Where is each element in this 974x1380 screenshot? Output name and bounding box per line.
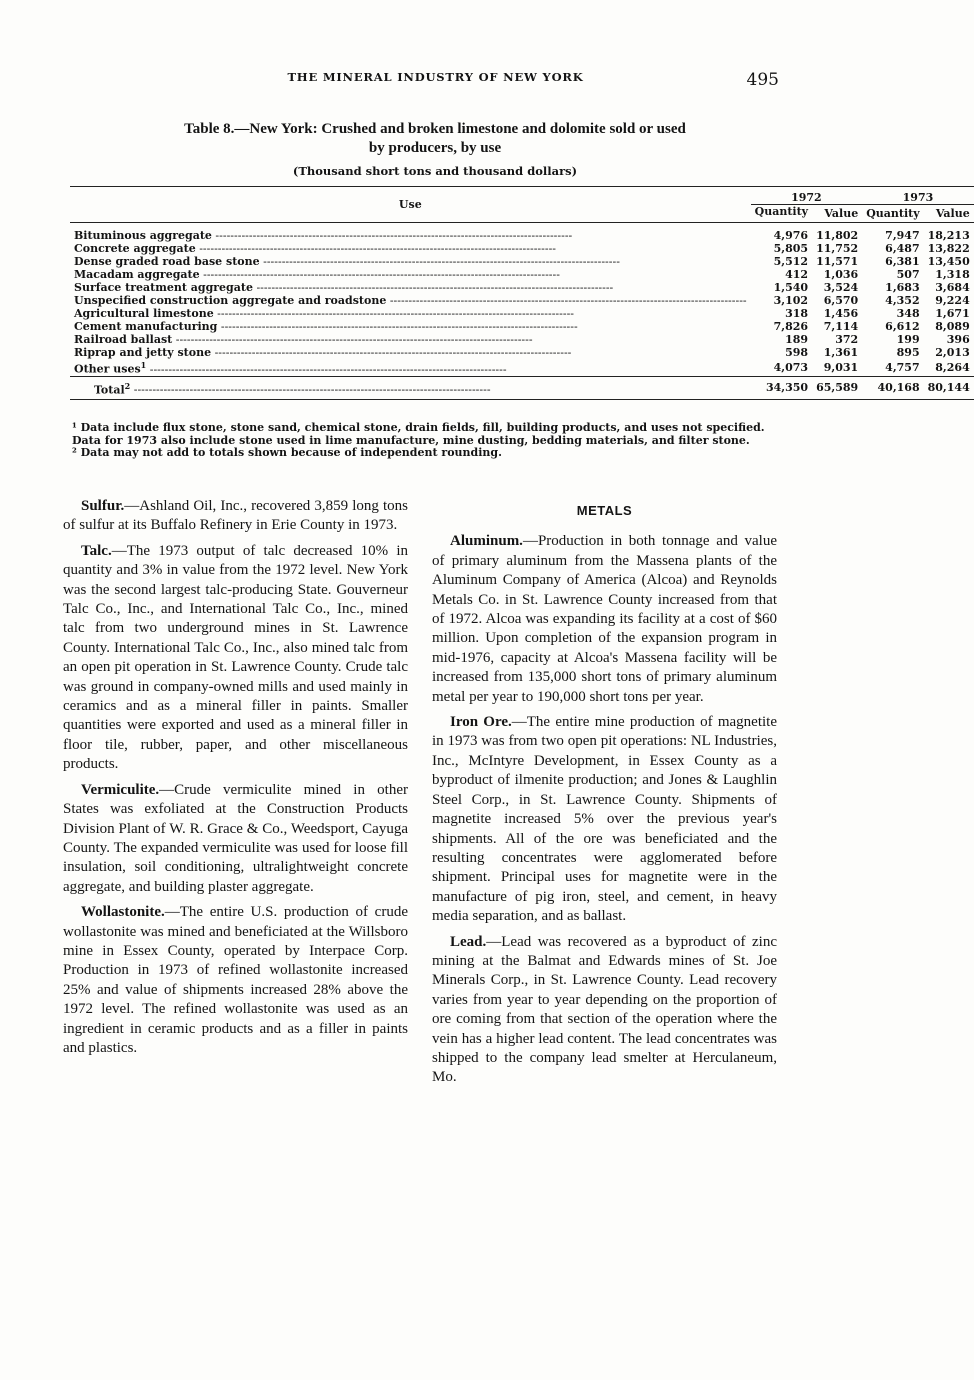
table-row: [70, 223, 974, 243]
total-quantity-1972: 34,350: [765, 381, 809, 395]
row-value-q72: 412: [785, 268, 809, 281]
footnote-2: ² Data may not add to totals shown because of independent rounding.: [72, 446, 502, 459]
table-title-line2: by producers, by use: [368, 140, 502, 156]
row-value-v72: 11,571: [816, 255, 859, 268]
paragraph-lead: Wollastonite.: [81, 904, 165, 921]
row-use-label: Cement manufacturing -----: [70, 320, 751, 333]
row-value-q72: 598: [785, 346, 809, 359]
total-label: Total$^2$ -----: [70, 376, 751, 400]
paragraph-text: —The 1973 output of talc decreased 10% in quantity and 3% in value from the 1972 level. New York was the second largest talc-producing State. Gouverneur Talc Co., Inc., and International Talc Co., Inc., mined talc from two underground mines in St. Lawrence County. International Talc Co., Inc., also mined talc from an open pit operation in St. Lawrence County. Crude talc was ground in company-owned mills and used mainly in ceramics and as a mineral filler in paints. Smaller quantities were exported and used as a mineral filler in floor tile, rubber, paper, and other miscellaneous products.: [63, 542, 408, 773]
row-value-q73: 507: [896, 268, 920, 281]
column-header-use: Use: [398, 198, 422, 211]
paragraph-text: —Crude vermiculite mined in other States was exfoliated at the Construction Products Division Plant of W. R. Grace & Co., Weedsport, Cayuga County. The expanded vermiculite was used for loose fill insulation, soil conditioning, ultralightweight concrete aggregate, and building plaster aggregate.: [63, 781, 408, 895]
row-value-v72: 1,036: [823, 268, 859, 281]
table-body: [70, 223, 974, 377]
row-value-v72: 9,031: [823, 360, 859, 374]
row-value-q72: 7,826: [773, 320, 809, 333]
right-column-paragraphs: [432, 532, 777, 1087]
row-value-v72: 6,570: [823, 294, 859, 307]
column-header-year-1973: 1973: [862, 187, 974, 205]
paragraph: [63, 903, 408, 1058]
row-value-v72: 1,361: [823, 346, 859, 359]
row-value-q73: 6,612: [885, 320, 920, 333]
row-value-v73: 18,213: [927, 229, 970, 242]
paragraph: [63, 542, 408, 775]
row-value-q72: 4,976: [773, 229, 809, 242]
row-value-q73: 348: [896, 307, 920, 320]
table-row: [70, 268, 974, 281]
paragraph: [432, 933, 777, 1088]
total-quantity-1973: 40,168: [877, 381, 920, 395]
table-row: [70, 359, 974, 376]
table-row: [70, 307, 974, 320]
row-value-q72: 5,805: [773, 242, 809, 255]
row-value-q72: 4,073: [773, 360, 809, 374]
paragraph-text: —Lead was recovered as a byproduct of zinc mining at the Balmat and Edwards mines of St. Joe Minerals Corp., in St. Lawrence County. Lead recovery varies from year to year depending on the proportion of ore coming from that section of the operation where the vein has a higher lead content. The lead concentrates was shipped to the company lead smelter at Herculaneum, Mo.: [432, 933, 777, 1086]
table-row: [70, 294, 974, 307]
row-value-q72: 3,102: [773, 294, 809, 307]
paragraph-lead: Sulfur.: [81, 498, 125, 514]
table-units: (Thousand short tons and thousand dollars): [292, 164, 578, 178]
paragraph: [432, 713, 777, 926]
footnote-1: ¹ Data include flux stone, stone sand, chemical stone, drain fields, fill, building products, and uses not specified. Data for 1973 also include stone used in lime manufacture, mine dusting, bedding materials, and filter stone.: [72, 421, 765, 447]
row-value-q73: 6,381: [885, 255, 920, 268]
row-value-q73: 6,487: [885, 242, 920, 255]
row-value-v72: 3,524: [823, 281, 859, 294]
row-value-v73: 3,684: [935, 281, 970, 294]
paragraph-lead: Lead.: [450, 933, 487, 950]
column-header-value: Value: [935, 207, 970, 220]
row-value-v73: 396: [946, 333, 970, 346]
table-row: [70, 346, 974, 359]
row-use-label: Surface treatment aggregate -----: [70, 281, 751, 294]
table-row: [70, 242, 974, 255]
row-use-label: Other uses$^1$ -----: [70, 359, 751, 376]
paragraph: [63, 497, 408, 536]
left-column: [63, 497, 408, 1064]
row-value-v73: 8,264: [935, 360, 970, 374]
row-value-q73: 4,352: [885, 294, 920, 307]
paragraph-text: —The entire U.S. production of crude wollastonite was mined and beneficiated at the Willsboro mine in Essex County, operated by Interpace Corp. Production in 1973 of refined wollastonite increased 25% and value of shipments increased 28% above the 1972 level. The refined wollastonite was used as an ingredient in ceramic products and as a filler in paints and plastics.: [63, 904, 408, 1056]
row-value-v73: 9,224: [935, 294, 970, 307]
table-row: [70, 255, 974, 268]
total-value-1972: 65,589: [816, 381, 859, 395]
row-value-v73: 13,450: [927, 255, 970, 268]
section-heading-metals: METALS: [576, 503, 633, 518]
table-row: [70, 333, 974, 346]
running-head: THE MINERAL INDUSTRY OF NEW YORK: [287, 70, 584, 84]
paragraph-text: —Production in both tonnage and value of primary aluminum from the Massena plants of the Aluminum Company of America (Alcoa) and Reynolds Metals Co. in St. Lawrence County increased from that of 1972. Alcoa was expanding its facility at a cost of $60 million. Upon completion of the expansion program in mid-1976, capacity at Alcoa's Massena facility will be increased from 135,000 short tons of primary aluminum metal per year to 190,000 short tons per year.: [432, 533, 777, 705]
row-value-v72: 372: [835, 333, 859, 346]
paragraph: [63, 781, 408, 897]
row-value-v73: 1,318: [935, 268, 970, 281]
paragraph-lead: Vermiculite.: [81, 781, 160, 798]
paragraph-text: —Ashland Oil, Inc., recovered 3,859 long tons of sulfur at its Buffalo Refinery in Erie County in 1973.: [63, 498, 408, 534]
row-value-v72: 7,114: [823, 320, 859, 333]
row-value-q72: 5,512: [773, 255, 809, 268]
row-value-v72: 1,456: [823, 307, 859, 320]
row-value-v73: 13,822: [927, 242, 970, 255]
table-footnotes: [72, 422, 780, 460]
table-row-total: [70, 376, 974, 400]
row-use-label: Agricultural limestone -----: [70, 307, 751, 320]
row-use-label: Unspecified construction aggregate and roadstone -----: [70, 294, 751, 307]
right-column: [432, 497, 777, 1094]
row-use-label: Dense graded road base stone -----: [70, 255, 751, 268]
table-row: [70, 281, 974, 294]
row-value-v73: 8,089: [935, 320, 970, 333]
row-value-q72: 318: [785, 307, 809, 320]
row-use-label: Railroad ballast -----: [70, 333, 751, 346]
data-table: [70, 186, 974, 400]
row-use-label: Macadam aggregate -----: [70, 268, 751, 281]
row-use-label: Bituminous aggregate -----: [70, 223, 751, 243]
row-value-v72: 11,802: [816, 229, 859, 242]
row-use-label: Riprap and jetty stone -----: [70, 346, 751, 359]
row-value-q72: 1,540: [773, 281, 809, 294]
page-number: 495: [746, 70, 779, 90]
row-value-q72: 189: [785, 333, 809, 346]
column-header-year-1972: 1972: [751, 187, 863, 205]
paragraph-lead: Talc.: [81, 542, 112, 559]
table-title-line1: Table 8.—New York: Crushed and broken limestone and dolomite sold or used: [184, 121, 686, 137]
row-value-v73: 2,013: [935, 346, 970, 359]
row-value-q73: 7,947: [885, 229, 920, 242]
row-value-q73: 895: [896, 346, 920, 359]
paragraph-lead: Aluminum.: [450, 533, 523, 550]
paragraph-lead: Iron Ore.: [450, 714, 512, 731]
row-use-label: Concrete aggregate -----: [70, 242, 751, 255]
paragraph-text: —The entire mine production of magnetite in 1973 was from two open pit operations: NL Industries, Inc., McIntyre Development, in Essex County as a byproduct of ilmenite production; and Jones & Laughlin Steel Corp., in St. Lawrence County. Shipments of magnetite increased 5% over the previous year's shipments. All of the ore was beneficiated and the resulting concentrates were agglomerated before shipment. Principal uses for magnetite were in the manufacture of pig iron, steel, and cement, in heavy media separation, and as ballast.: [432, 714, 777, 925]
row-value-q73: 199: [896, 333, 920, 346]
row-value-q73: 4,757: [885, 360, 920, 374]
table-row: [70, 320, 974, 333]
total-value-1973: 80,144: [927, 381, 970, 395]
row-value-q73: 1,683: [885, 281, 920, 294]
column-header-value: Value: [824, 207, 859, 220]
column-header-quantity: Quantity: [754, 205, 809, 218]
column-header-quantity: Quantity: [866, 207, 920, 220]
row-value-v73: 1,671: [935, 307, 970, 320]
table-title: [60, 120, 810, 158]
row-value-v72: 11,752: [816, 242, 859, 255]
paragraph: [432, 532, 777, 707]
